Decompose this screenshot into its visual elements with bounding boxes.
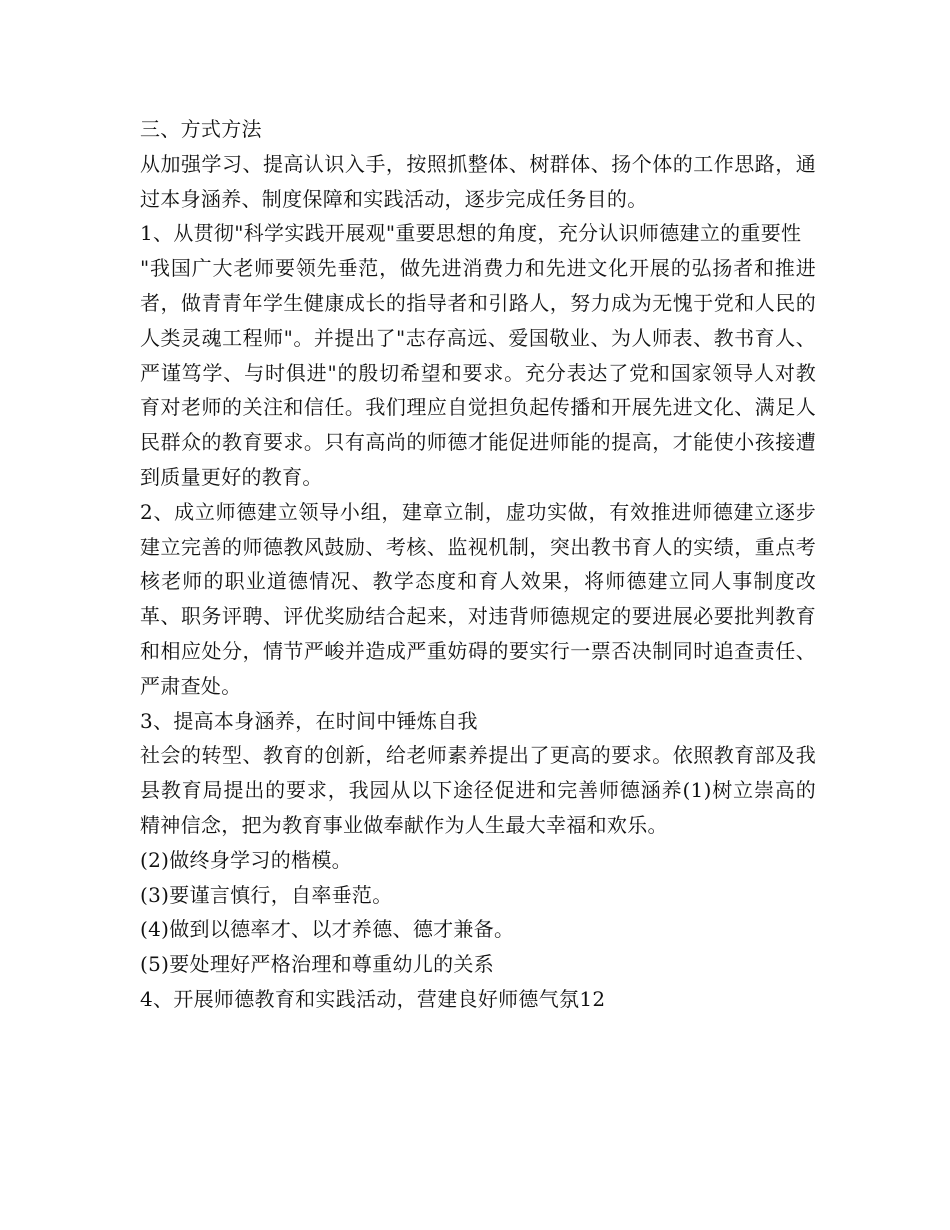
item-heading-2: 2、成立师德建立领导小组，建章立制，虚功实做，有效推进师德建立逐步建立完善的师德教风鼓励、考核、监视机制，突出教书育人的实绩，重点考核老师的职业道德情况、教学态度和育人效果，将师德建立同人事制度改革、职务评聘、评优奖励结合起来，对违背师德规定的要进展必要批判教育和相应处分，情节严峻并造成严重妨碍的要实行一票否决制同时追查责任、严肃查处。 bbox=[140, 499, 816, 698]
item-heading-3: 3、提高本身涵养，在时间中锤炼自我 bbox=[140, 708, 478, 733]
list-item: (5)要处理好严格治理和尊重幼儿的关系 bbox=[140, 952, 495, 977]
list-item: (2)做终身学习的楷模。 bbox=[140, 847, 352, 872]
paragraph: "我国广大老师要领先垂范，做先进消费力和先进文化开展的弘扬者和推进者，做青青年学生健康成长的指导者和引路人，努力成为无愧于党和人民的人类灵魂工程师"。并提出了"志存高远、爱国敬业、为人师表、教书育人、严谨笃学、与时俱进"的殷切希望和要求。充分表达了党和国家领导人对教育对老师的关注和信任。我们理应自觉担负起传播和开展先进文化、满足人民群众的教育要求。只有高尚的师德才能促进师能的提高，才能使小孩接遭到质量更好的教育。 bbox=[140, 256, 816, 489]
item-heading-1: 1、从贯彻"科学实践开展观"重要思想的角度，充分认识师德建立的重要性 bbox=[140, 221, 802, 246]
item-heading-4: 4、开展师德教育和实践活动，营建良好师德气氛12 bbox=[140, 986, 606, 1011]
document-body bbox=[140, 112, 816, 1017]
paragraph: 从加强学习、提高认识入手，按照抓整体、树群体、扬个体的工作思路，通过本身涵养、制度保障和实践活动，逐步完成任务目的。 bbox=[140, 151, 816, 211]
section-heading: 三、方式方法 bbox=[140, 117, 262, 141]
paragraph: 社会的转型、教育的创新，给老师素养提出了更高的要求。依照教育部及我县教育局提出的要求，我园从以下途径促进和完善师德涵养(1)树立崇高的精神信念，把为教育事业做奉献作为人生最大幸福和欢乐。 bbox=[140, 743, 816, 837]
list-item: (3)要谨言慎行，自率垂范。 bbox=[140, 882, 393, 907]
list-item: (4)做到以德率才、以才养德、德才兼备。 bbox=[140, 917, 515, 942]
